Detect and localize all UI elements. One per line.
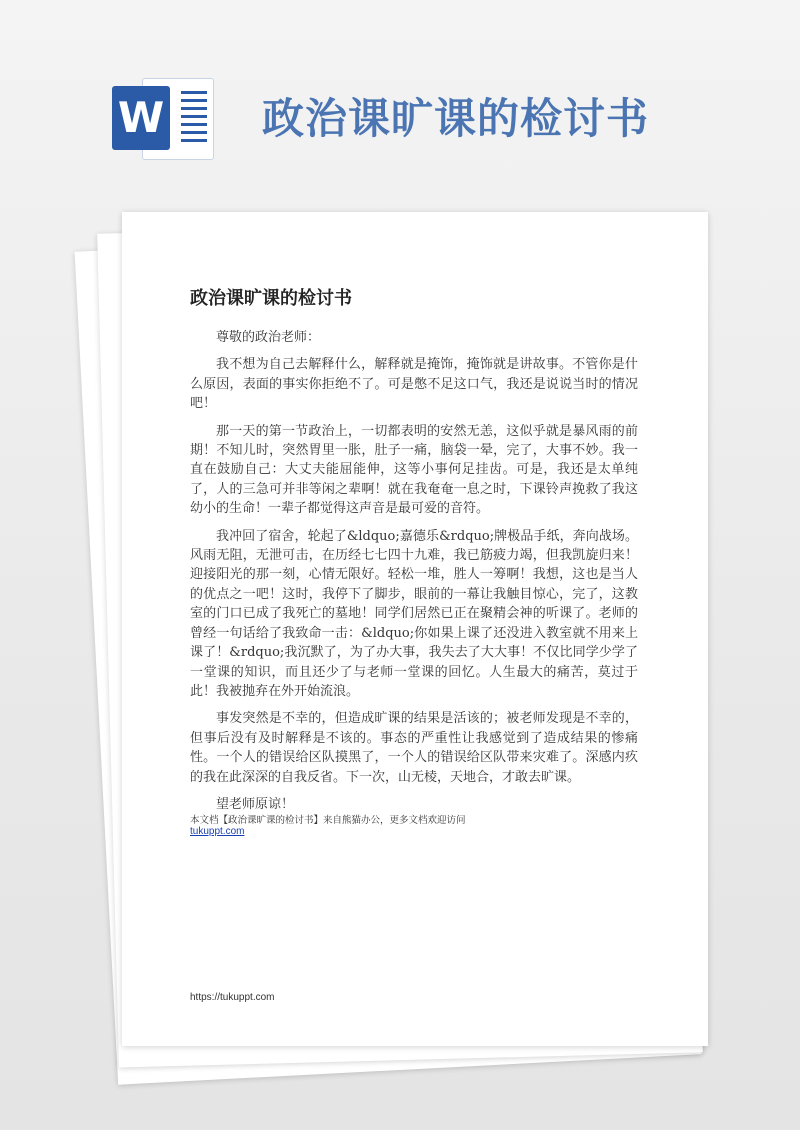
- document-title: 政治课旷课的检讨书: [190, 288, 352, 309]
- body-paragraph: 事发突然是不幸的，但造成旷课的结果是活该的；被老师发现是不幸的，但事后没有及时解释是不该的。事态的严重性让我感觉到了造成结果的惨痛性。一个人的错误给区队摸黑了，一个人的错误给区队带来灾难了。深感内疚的我在此深深的自我反省。下一次，山无棱，天地合，才敢去旷课。: [190, 711, 638, 785]
- word-icon-letter: W: [112, 86, 170, 150]
- page-url: https://tukuppt.com: [190, 992, 275, 1003]
- body-paragraph: 我冲回了宿舍，轮起了&ldquo;嘉德乐&rdquo;牌极品手纸，奔向战场。风雨无阻，无泄可击，在历经七七四十九难，我已筋疲力竭，但我凯旋归来！迎接阳光的那一刻，心情无限好。轻松一堆，胜人一筹啊！我想，这也是当人的优点之一吧！这时，我停下了脚步，眼前的一幕让我触目惊心，完了，这教室的门口已成了我死亡的墓地！同学们居然已正在聚精会神的听课了。老师的曾经一句话给了我致命一击：&ldquo;你如果上课了还没进入教室就不用来上课了！&rdquo;我沉默了，为了办大事，我失去了大大事！不仅比同学少学了一堂课的知识，而且还少了与老师一堂课的回忆。人生最大的痛苦，莫过于此！我被抛弃在外开始流浪。: [190, 528, 638, 699]
- word-icon: [112, 72, 216, 164]
- source-link[interactable]: tukuppt.com: [190, 826, 245, 837]
- page-title: 政治课旷课的检讨书: [262, 94, 650, 143]
- body-paragraph: 那一天的第一节政治上，一切都表明的安然无恙，这似乎就是暴风雨的前期！不知儿时，突然胃里一胀，肚子一痛，脑袋一晕，完了，大事不妙。我一直在鼓励自己：大丈夫能屈能伸，这等小事何足挂齿。可是，我还是太单纯了，人的三急可并非等闲之辈啊！就在我奄奄一息之时，下课铃声挽救了我这幼小的生命！一辈子都觉得这声音是最可爱的音符。: [190, 423, 638, 517]
- source-note: 本文档【政治课旷课的检讨书】来自熊猫办公，更多文档欢迎访问: [190, 815, 466, 826]
- closing-paragraph: 望老师原谅！: [216, 796, 295, 812]
- salutation-paragraph: 尊敬的政治老师：: [216, 330, 321, 345]
- document-body: [190, 328, 638, 822]
- body-paragraph: 我不想为自己去解释什么，解释就是掩饰，掩饰就是讲故事。不管你是什么原因，表面的事实你拒绝不了。可是憋不足这口气，我还是说说当时的情况吧！: [190, 357, 638, 412]
